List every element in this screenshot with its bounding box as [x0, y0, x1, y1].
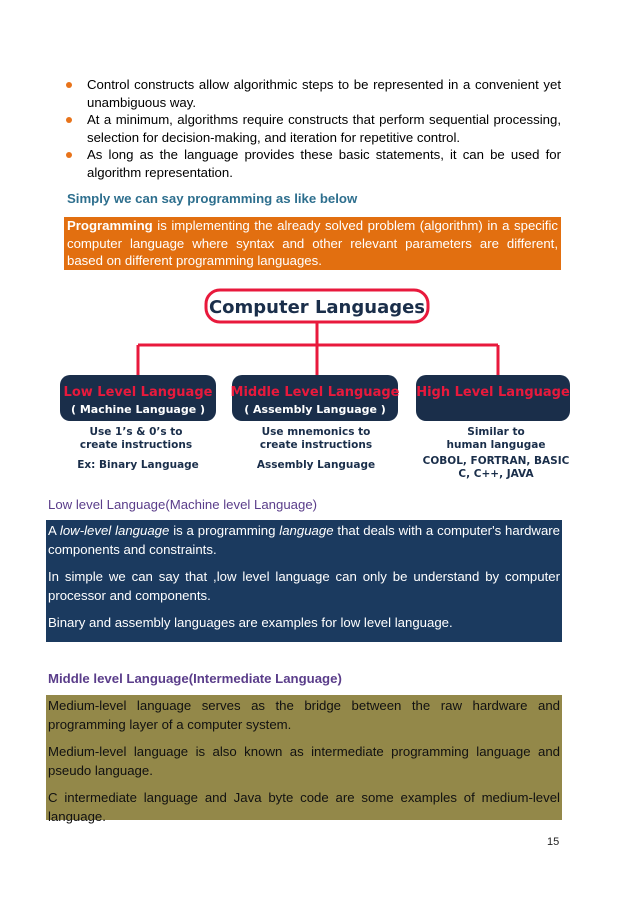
bullet-item: As long as the language provides these basic statements, it can be used for algorithm representation. — [66, 146, 561, 181]
bullet-dot-icon — [66, 152, 72, 158]
computer-languages-diagram — [56, 285, 576, 485]
low-level-subtitle: ( Machine Language ) — [70, 403, 206, 416]
high-level-example2: C, C++, JAVA — [458, 468, 534, 480]
low-level-heading: Low level Language(Machine level Language) — [48, 497, 318, 512]
low-level-desc2: create instructions — [79, 439, 193, 451]
low-level-paragraph: A low-level language is a programming language that deals with a computer's hardware components and constraints. — [48, 523, 561, 557]
middle-level-paragraph: C intermediate language and Java byte code are some examples of medium-level language. — [48, 790, 560, 824]
bullet-item: Control constructs allow algorithmic steps to be represented in a convenient yet unambiguous way. — [66, 76, 561, 111]
middle-level-box-text — [46, 695, 562, 824]
bullet-item: At a minimum, algorithms require constructs that perform sequential processing, selection for decision-making, and iteration for repetitive control. — [66, 111, 561, 146]
middle-level-desc1: Use mnemonics to — [261, 426, 371, 438]
middle-level-example: Assembly Language — [256, 459, 376, 471]
middle-level-paragraph: Medium-level language serves as the bridge between the raw hardware and programming layer of a computer system. — [48, 698, 560, 732]
programming-text: is implementing the already solved problem (algorithm) in a specific computer language where syntax and other relevant parameters are different, based on different programming languages. — [67, 218, 558, 269]
low-level-example: Ex: Binary Language — [77, 459, 199, 471]
middle-level-desc2: create instructions — [259, 439, 373, 451]
middle-level-subtitle: ( Assembly Language ) — [244, 403, 386, 416]
bullet-list — [66, 76, 561, 182]
middle-level-title: Middle Level Language — [230, 385, 400, 400]
programming-definition-box — [64, 217, 561, 270]
programming-term: Programming — [67, 218, 153, 233]
simply-heading: Simply we can say programming as like below — [67, 191, 358, 206]
high-level-title: High Level Language — [416, 385, 570, 400]
high-level-example1: COBOL, FORTRAN, BASIC — [422, 455, 570, 467]
low-level-title: Low Level Language — [63, 385, 213, 400]
high-level-desc2: human langugae — [446, 439, 546, 451]
low-level-paragraph: Binary and assembly languages are examples for low level language. — [48, 615, 453, 630]
bullet-dot-icon — [66, 82, 72, 88]
middle-level-paragraph: Medium-level language is also known as intermediate programming language and pseudo language. — [48, 744, 560, 778]
low-level-box-text — [46, 520, 562, 642]
middle-level-heading: Middle level Language(Intermediate Language) — [48, 671, 342, 686]
low-level-desc1: Use 1’s & 0’s to — [89, 426, 183, 438]
bullet-dot-icon — [66, 117, 72, 123]
low-level-paragraph: In simple we can say that ,low level language can only be understand by computer processor and components. — [48, 569, 560, 603]
high-level-desc1: Similar to — [467, 426, 525, 438]
page-number: 15 — [547, 836, 560, 848]
diagram-title: Computer Languages — [208, 297, 426, 318]
